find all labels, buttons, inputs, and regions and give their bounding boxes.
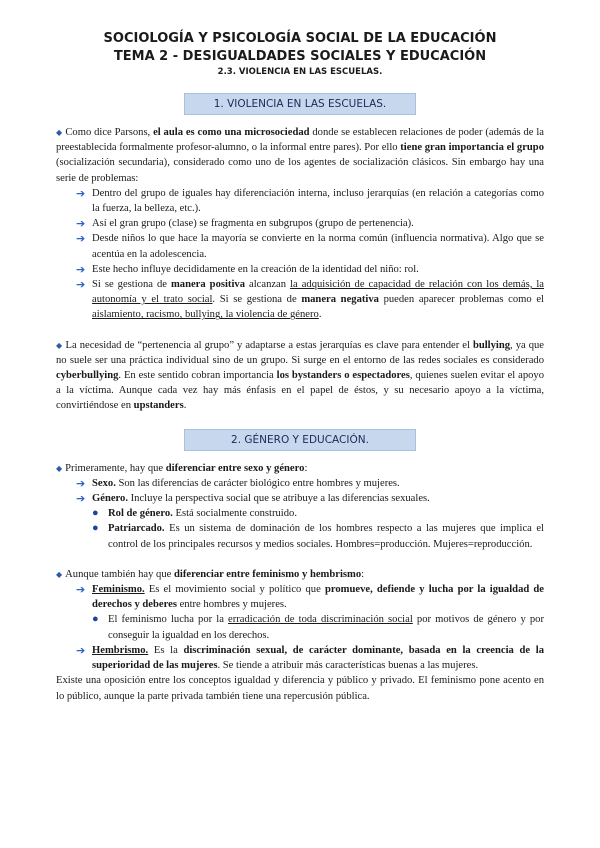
sec2-paragraph-1: ◆ Primeramente, hay que diferenciar entre sexo y género: <box>56 462 308 474</box>
list-item: ➔ Así el gran grupo (clase) se fragmenta en subgrupos (grupo de pertenencia). <box>76 217 414 231</box>
subtopic-title: 2.3. VIOLENCIA EN LAS ESCUELAS. <box>217 67 383 77</box>
arrow-bullet-icon: ➔ <box>76 643 86 657</box>
hembrismo-list <box>56 643 544 673</box>
section-2-heading: 2. GÉNERO Y EDUCACIÓN. <box>184 429 416 451</box>
gender-sublist <box>56 506 544 552</box>
dot-bullet-icon: ● <box>92 613 99 626</box>
arrow-bullet-icon: ➔ <box>76 232 86 246</box>
dot-bullet-icon: ● <box>92 507 99 520</box>
list-item: ➔ Si se gestiona de manera positiva alcanzan la adquisición de capacidad de relación con los demás, la autonomía y el trato social. Si se gestiona de manera negativa pueden aparecer problemas como el aislamiento, racismo, bullying, la violencia de género. <box>76 278 545 321</box>
diamond-bullet-icon: ◆ <box>56 340 63 350</box>
list-item: ● El feminismo lucha por la erradicación de toda discriminación social por motivos de género y por conseguir la igualdad en los derechos. <box>92 613 544 641</box>
section-1-heading: 1. VIOLENCIA EN LAS ESCUELAS. <box>184 93 416 115</box>
list-item: ● Patriarcado. Es un sistema de dominación de los hombres respecto a las mujeres que implica el control de los principales recursos y medios sociales. Hombres=producción. Mujeres=reproducción. <box>92 522 544 550</box>
list-item: ● Rol de género. Está socialmente construido. <box>92 506 544 521</box>
feminism-list <box>56 582 544 612</box>
list-item: ➔ Sexo. Son las diferencias de carácter biológico entre hombres y mujeres. <box>76 476 400 490</box>
arrow-bullet-icon: ➔ <box>76 186 86 200</box>
diamond-bullet-icon: ◆ <box>56 128 63 137</box>
list-item: ➔ Desde niños lo que hace la mayoría se convierte en la norma común (influencia normativa). Algo que se acentúa en la adolescencia. <box>76 232 544 260</box>
arrow-bullet-icon: ➔ <box>76 262 86 276</box>
sec1-paragraph-1: ◆ Como dice Parsons, el aula es como una microsociedad donde se establecen relaciones de poder (además de la preestablecida formalmente profesor-alumno, o la informal entre pares). Por ello tiene gran importancia el grupo (socialización secundaria), considerado como uno de los agentes de socialización clásicos. Sin embargo hay una serie de problemas: <box>56 127 545 184</box>
arrow-bullet-icon: ➔ <box>76 492 86 506</box>
list-item: ➔ Este hecho influye decididamente en la creación de la identidad del niño: rol. <box>76 262 419 276</box>
arrow-bullet-icon: ➔ <box>76 217 86 231</box>
closing-paragraph: Existe una oposición entre los conceptos igualdad y diferencia y público y privado. El feminismo pone acento en lo público, aunque la parte privada también tiene una repercusión pública. <box>56 675 544 702</box>
dot-bullet-icon: ● <box>92 522 99 535</box>
arrow-bullet-icon: ➔ <box>76 583 86 597</box>
sec1-problem-list <box>56 186 544 323</box>
sec1-paragraph-2: ◆ La necesidad de “pertenencia al grupo” y adaptarse a estas jerarquías es clave para entender el bullying, ya que no suele ser una práctica individual sino de un grupo. Si surge en el entorno de las redes sociales es considerado cyberbullying. En este sentido cobran importancia los bystanders o espectadores, quienes suelen evitar el apoyo a la víctima. Aunque cada vez hay más énfasis en el papel de éstos, y su necesario apoyo a la víctima, convirtiéndose en upstanders. <box>56 339 545 412</box>
list-item: ➔ Dentro del grupo de iguales hay diferenciación interna, incluso jerarquías (en relación a categorías como la fuerza, la belleza, etc.). <box>76 186 544 215</box>
sex-gender-list <box>56 476 544 506</box>
list-item: ➔ Hembrismo. Es la discriminación sexual, de carácter dominante, basada en la creencia de la superioridad de las mujeres. Se tiende a atribuir más características buenas a las mujeres. <box>76 643 544 672</box>
arrow-bullet-icon: ➔ <box>76 476 86 490</box>
diamond-bullet-icon: ◆ <box>56 569 63 579</box>
topic-title: TEMA 2 - DESIGUALDADES SOCIALES Y EDUCACIÓN <box>113 49 487 64</box>
sec2-paragraph-2: ◆ Aunque también hay que diferenciar entre feminismo y hembrismo: <box>56 568 365 580</box>
arrow-bullet-icon: ➔ <box>76 278 86 292</box>
list-item: ➔ Feminismo. Es el movimiento social y político que promueve, defiende y lucha por la igualdad de derechos y deberes entre hombres y mujeres. <box>76 583 544 611</box>
course-title: SOCIOLOGÍA Y PSICOLOGÍA SOCIAL DE LA EDUCACIÓN <box>103 31 497 46</box>
feminism-sublist <box>56 612 544 642</box>
list-item: ➔ Género. Incluye la perspectiva social que se atribuye a las diferencias sexuales. <box>76 492 430 506</box>
diamond-bullet-icon: ◆ <box>56 463 63 473</box>
